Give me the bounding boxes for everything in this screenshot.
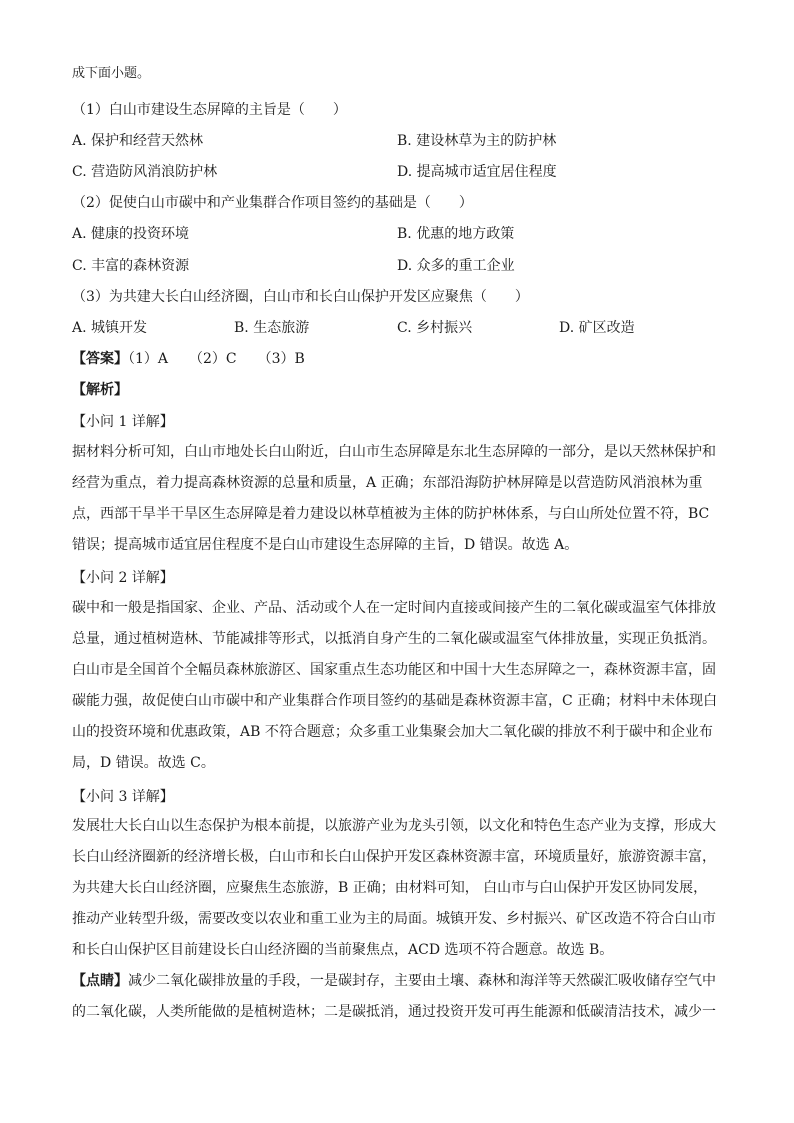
explanation-line: 错误；提高城市适宜居住程度不是白山市建设生态屏障的主旨，D 错误。故选 A。 bbox=[72, 537, 579, 553]
explanation-line: 据材料分析可知，白山市地处长白山附近，白山市生态屏障是东北生态屏障的一部分，是以天然林保护和 bbox=[72, 444, 716, 460]
question-3-option-a: A. 城镇开发 bbox=[72, 320, 148, 336]
tip-text: 减少二氧化碳排放量的手段，一是碳封存，主要由土壤、森林和海洋等天然碳汇吸收储存空气中 bbox=[128, 973, 716, 989]
explanation-line: 白山市是全国首个全幅员森林旅游区、国家重点生态功能区和中国十大生态屏障之一，森林资源丰富，固 bbox=[72, 662, 716, 678]
explanation-line: 长白山经济圈新的经济增长极，白山市和长白山保护开发区森林资源丰富，环境质量好，旅游资源丰富， bbox=[72, 849, 716, 865]
question-1-option-c: C. 营造防风消浪防护林 bbox=[72, 164, 218, 180]
question-2-option-d: D. 众多的重工企业 bbox=[397, 258, 515, 274]
analysis-label: 【解析】 bbox=[72, 382, 128, 398]
sub-question-3-explanation bbox=[72, 811, 722, 966]
intro-text: 成下面小题。 bbox=[72, 66, 151, 81]
sub-question-2-heading: 【小问 2 详解】 bbox=[72, 570, 174, 586]
explanation-line: 局，D 错误。故选 C。 bbox=[72, 755, 215, 771]
explanation-line: 碳能力强，故促使白山市碳中和产业集群合作项目签约的基础是森林资源丰富，C 正确；材料中未体现白 bbox=[72, 693, 718, 709]
explanation-line: 发展壮大长白山以生态保护为根本前提，以旅游产业为龙头引领，以文化和特色生态产业为支撑，形成大 bbox=[72, 818, 716, 834]
question-1-option-a: A. 保护和经营天然林 bbox=[72, 133, 204, 149]
sub-question-3-heading: 【小问 3 详解】 bbox=[72, 789, 174, 805]
explanation-line: 总量，通过植树造林、节能减排等形式，以抵消自身产生的二氧化碳或温室气体排放量，实现正负抵消。 bbox=[72, 631, 716, 647]
tip-line: 的二氧化碳，人类所能做的是植树造林；二是碳抵消，通过投资开发可再生能源和低碳清洁技术，减少一 bbox=[72, 1004, 716, 1020]
question-1-option-b: B. 建设林草为主的防护林 bbox=[397, 133, 557, 149]
question-2-option-b: B. 优惠的地方政策 bbox=[397, 226, 515, 242]
sub-question-1-heading: 【小问 1 详解】 bbox=[72, 414, 174, 430]
answer-label: 【答案】 bbox=[72, 351, 128, 367]
sub-question-2-explanation bbox=[72, 593, 722, 779]
question-2-stem: （2）促使白山市碳中和产业集群合作项目签约的基础是（ ） bbox=[72, 195, 473, 211]
answer-text: （1）A （2）C （3）B bbox=[128, 351, 305, 367]
answer-line bbox=[72, 349, 305, 369]
tip-line bbox=[72, 966, 722, 997]
question-1-option-d: D. 提高城市适宜居住程度 bbox=[397, 164, 557, 180]
tip-label: 【点睛】 bbox=[72, 973, 128, 989]
tip-section bbox=[72, 966, 722, 1028]
question-3-option-b: B. 生态旅游 bbox=[234, 320, 310, 336]
explanation-line: 经营为重点，着力提高森林资源的总量和质量，A 正确；东部沿海防护林屏障是以营造防风消浪林为重 bbox=[72, 475, 703, 491]
explanation-line: 点，西部干旱半干旱区生态屏障是着力建设以林草植被为主体的防护林体系，与白山所处位置不符，BC bbox=[72, 506, 710, 522]
explanation-line: 碳中和一般是指国家、企业、产品、活动或个人在一定时间内直接或间接产生的二氧化碳或温室气体排放 bbox=[72, 600, 716, 616]
question-2-option-a: A. 健康的投资环境 bbox=[72, 226, 190, 242]
explanation-line: 为共建大长白山经济圈，应聚焦生态旅游，B 正确；由材料可知， 白山市与白山保护开发区协同发展， bbox=[72, 880, 708, 896]
question-1-stem: （1）白山市建设生态屏障的主旨是（ ） bbox=[72, 102, 347, 118]
question-2-option-c: C. 丰富的森林资源 bbox=[72, 258, 190, 274]
explanation-line: 山的投资环境和优惠政策，AB 不符合题意；众多重工业集聚会加大二氧化碳的排放不利于碳中和企业布 bbox=[72, 724, 713, 740]
explanation-line: 推动产业转型升级，需要改变以农业和重工业为主的局面。城镇开发、乡村振兴、矿区改造不符合白山市 bbox=[72, 911, 716, 927]
question-3-stem: （3）为共建大长白山经济圈，白山市和长白山保护开发区应聚焦（ ） bbox=[72, 289, 529, 305]
question-3-option-d: D. 矿区改造 bbox=[559, 320, 635, 336]
explanation-line: 和长白山保护区目前建设长白山经济圈的当前聚焦点，ACD 选项不符合题意。故选 B。 bbox=[72, 942, 614, 958]
question-3-option-c: C. 乡村振兴 bbox=[397, 320, 473, 336]
sub-question-1-explanation bbox=[72, 437, 722, 561]
